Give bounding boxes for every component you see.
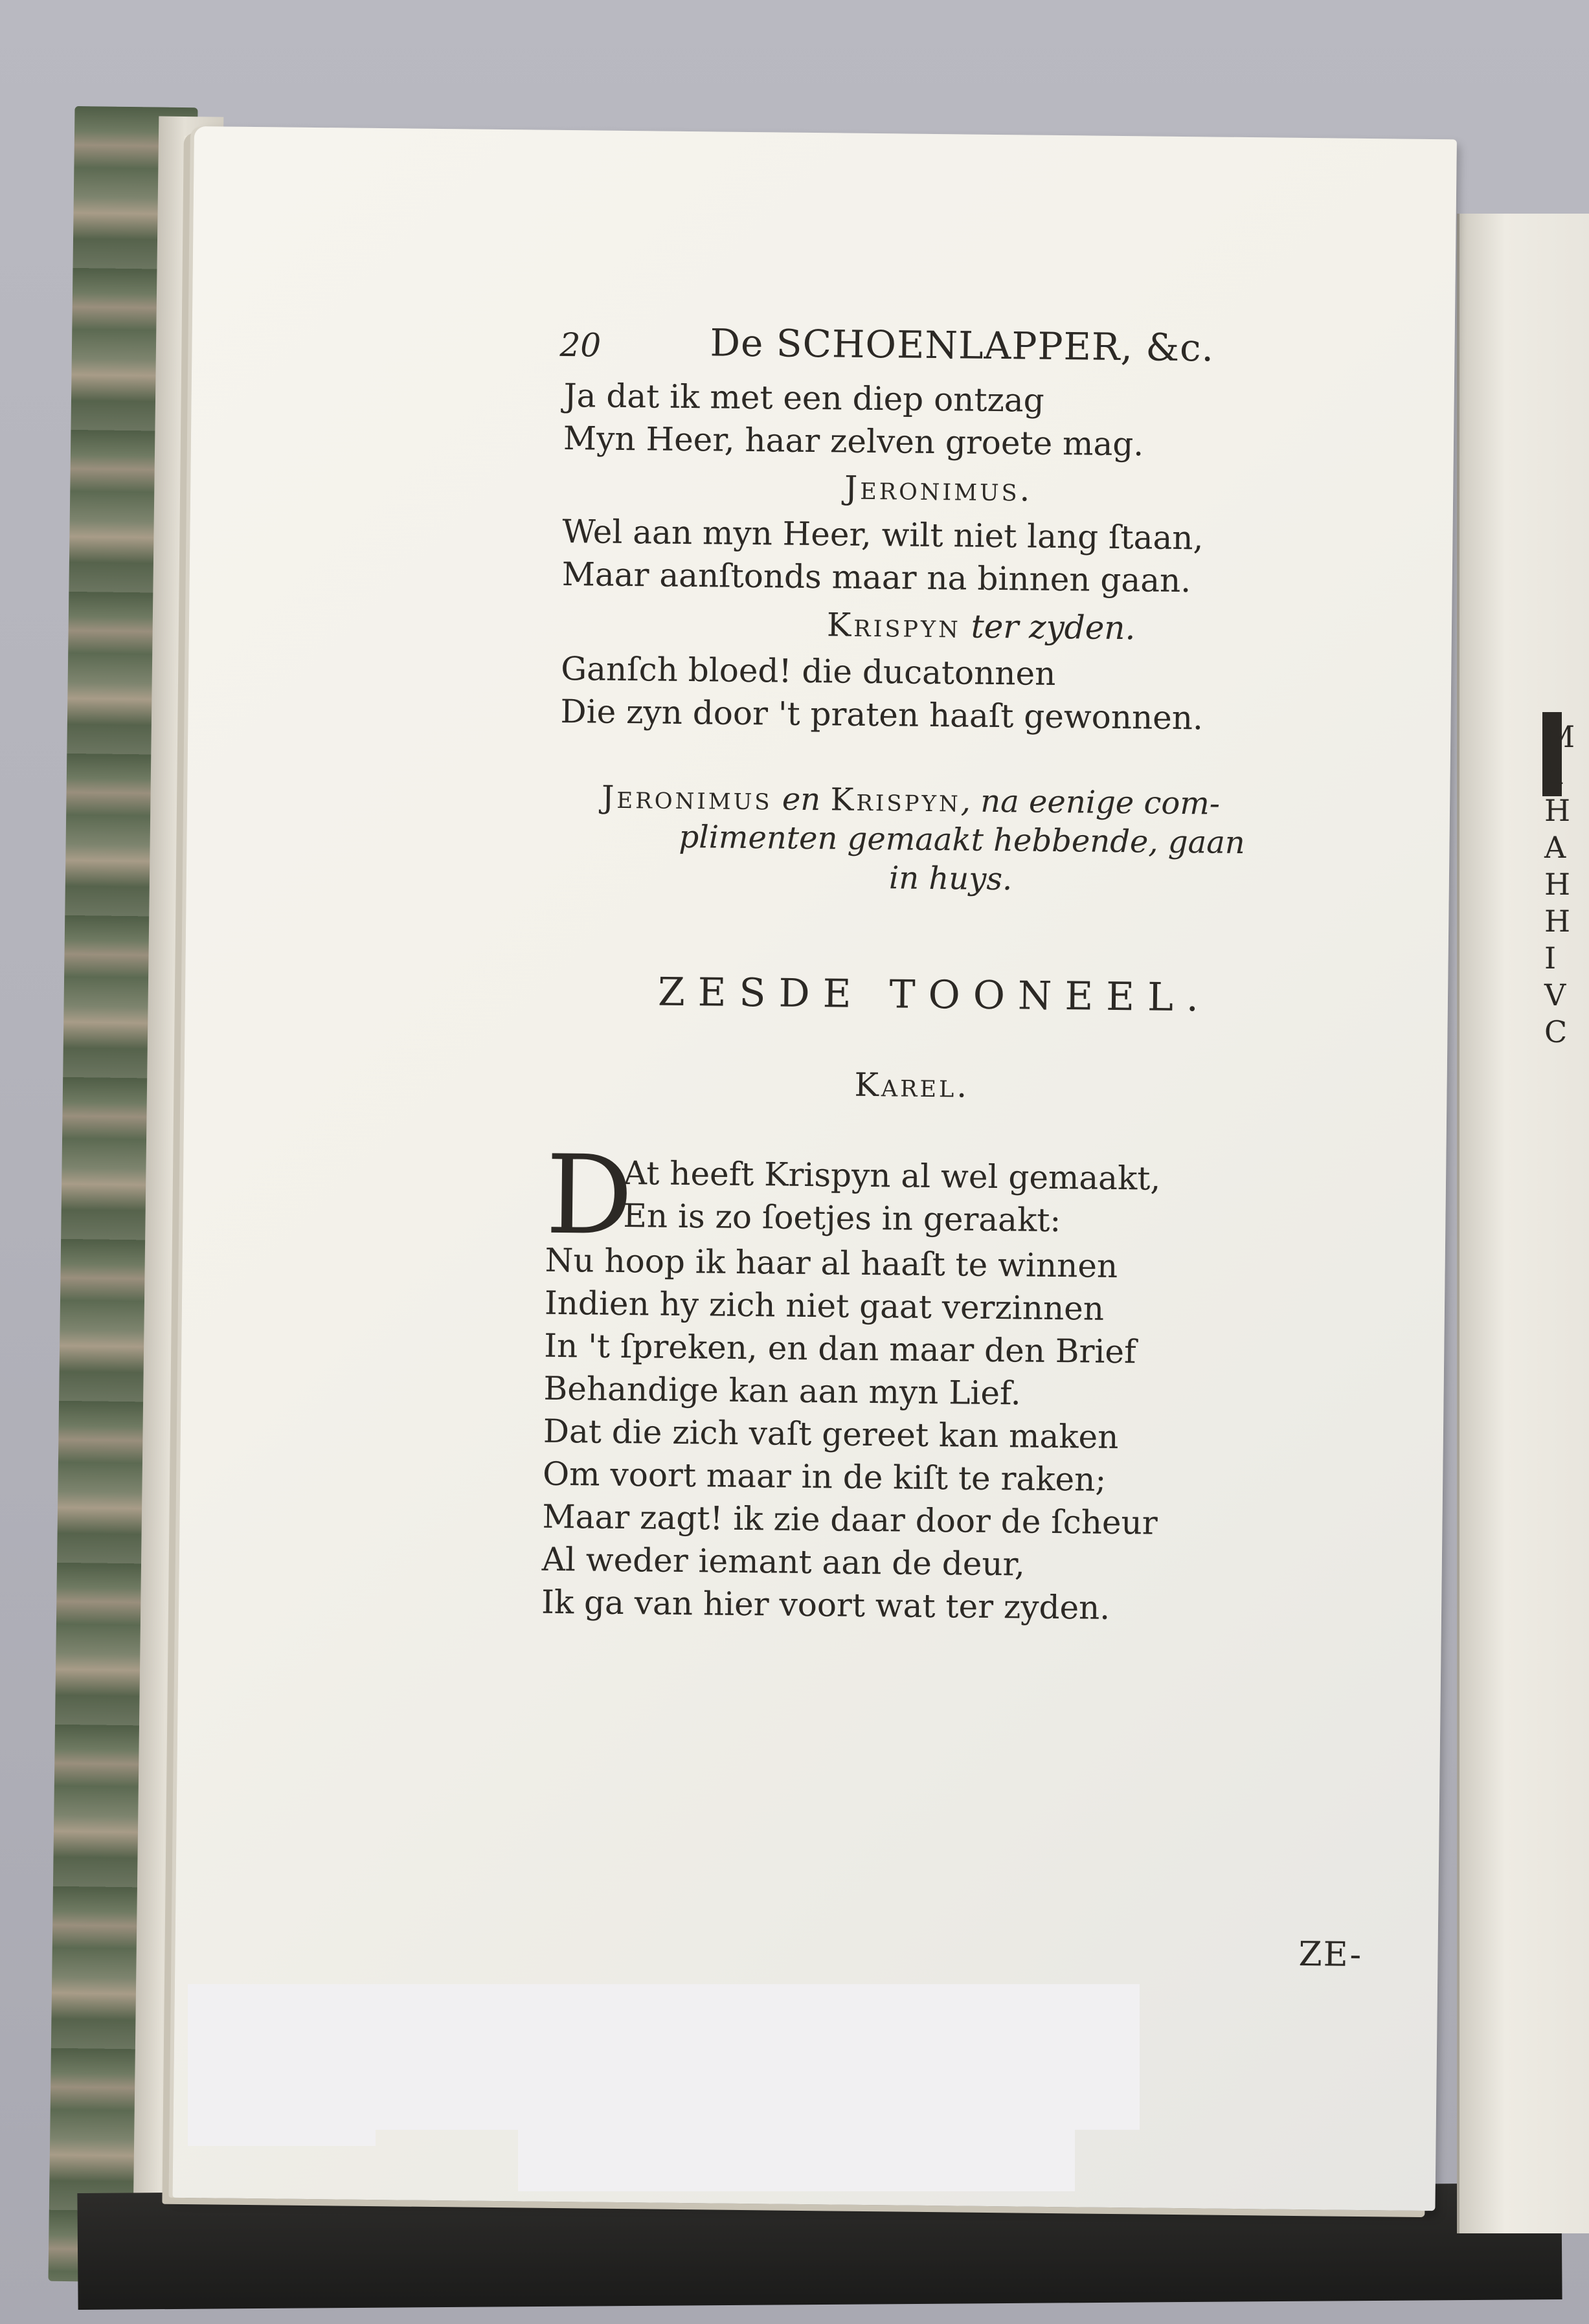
catchword: ZE- bbox=[1298, 1935, 1363, 1975]
verse-line: Myn Heer, haar zelven groete mag. bbox=[563, 419, 1144, 464]
facing-page-letters bbox=[1544, 719, 1575, 1051]
stage-aside: ter zyden. bbox=[971, 607, 1136, 647]
verse-line: Ja dat ik met een diep ontzag bbox=[563, 377, 1044, 419]
stage-direction bbox=[602, 778, 1220, 823]
verse-line: Ganſch bloed! die ducatonnen bbox=[560, 649, 1056, 693]
verse-line: In 't ſpreken, en dan maar den Brief bbox=[543, 1326, 1136, 1371]
verse-line: Indien hy zich niet gaat verzinnen bbox=[544, 1284, 1105, 1328]
redaction-block bbox=[188, 1984, 1140, 2055]
verse-line: Nu hoop ik haar al haaſt te winnen bbox=[545, 1241, 1118, 1286]
stage-direction: in huys. bbox=[888, 860, 1013, 898]
direction-name: Krispyn bbox=[830, 781, 962, 820]
verse-line: Om voort maar in de kiſt te raken; bbox=[542, 1455, 1107, 1499]
running-head: De SCHOENLAPPER, &c. bbox=[710, 320, 1215, 370]
verse-line: En is zo ſoetjes in geraakt: bbox=[623, 1197, 1061, 1240]
stage-direction: plimenten gemaakt hebbende, gaan bbox=[679, 818, 1246, 862]
verse-line: Maar zagt! ik zie daar door de ſcheur bbox=[542, 1497, 1158, 1542]
page-number: 20 bbox=[559, 326, 602, 364]
drop-cap: D bbox=[545, 1131, 634, 1260]
book-page bbox=[172, 126, 1456, 2211]
facing-letter: H bbox=[1544, 904, 1571, 939]
facing-letter: C bbox=[1544, 1014, 1568, 1049]
verse-line: Maar aanſtonds maar na binnen gaan. bbox=[561, 555, 1191, 600]
facing-letter: H bbox=[1544, 867, 1571, 902]
verse-line: Wel aan myn Heer, wilt niet lang ſtaan, bbox=[562, 512, 1204, 557]
redaction-block bbox=[518, 2127, 1075, 2191]
speaker-name: Krispyn bbox=[826, 606, 962, 645]
direction-name: Jeronimus bbox=[601, 779, 772, 818]
facing-letter: M bbox=[1544, 719, 1575, 754]
facing-page bbox=[1457, 214, 1589, 2233]
facing-letter: A bbox=[1544, 830, 1566, 865]
verse-line: Die zyn door 't praten haaſt gewonnen. bbox=[560, 692, 1204, 737]
speaker-aside bbox=[827, 605, 1136, 647]
facing-letter: H bbox=[1544, 793, 1571, 828]
direction-text: , na eenige com- bbox=[960, 783, 1221, 822]
direction-conj: en bbox=[782, 781, 821, 818]
verse-line: Ik ga van hier voort wat ter zyden. bbox=[541, 1583, 1110, 1627]
verse-line: At heeft Krispyn al wel gemaakt, bbox=[623, 1154, 1161, 1198]
verse-line: Dat die zich vaſt gereet kan maken bbox=[543, 1412, 1119, 1457]
verse-line: Al weder iemant aan de deur, bbox=[541, 1540, 1026, 1583]
scene-title: ZESDE TOONEEL. bbox=[657, 969, 1212, 1021]
facing-letter: I bbox=[1544, 941, 1557, 976]
redaction-block bbox=[376, 2052, 1140, 2130]
facing-letter: V bbox=[1544, 978, 1566, 1012]
speaker-name: Jeronimus. bbox=[844, 469, 1033, 509]
facing-letter: h bbox=[1544, 756, 1564, 791]
verse-line: Behandige kan aan myn Lief. bbox=[543, 1369, 1021, 1413]
scene-speaker: Karel. bbox=[854, 1066, 970, 1105]
redaction-block bbox=[188, 2052, 376, 2146]
